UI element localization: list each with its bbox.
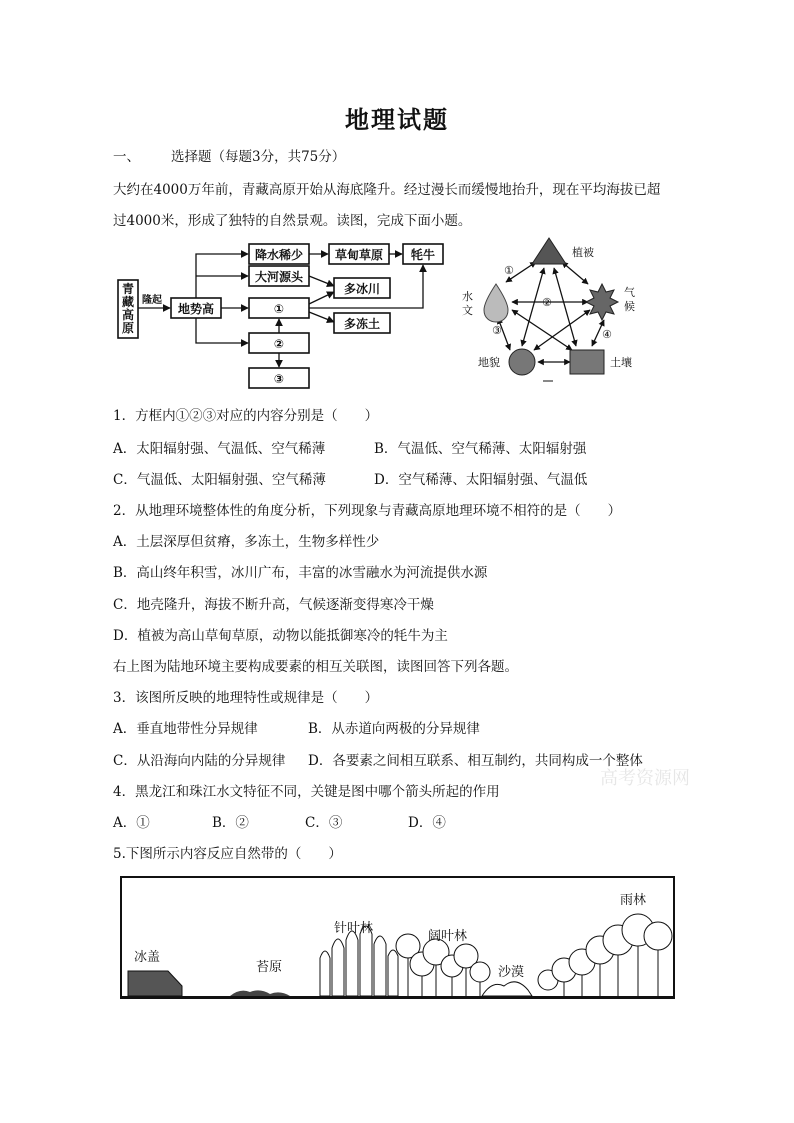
source-char-4: 原 (121, 321, 135, 335)
q3-option-c: C．从沿海向内陆的分异规律 (113, 753, 286, 769)
q1-option-b: B．气温低、空气稀薄、太阳辐射强 (374, 441, 587, 457)
box-meadow-label: 草甸草原 (334, 248, 384, 262)
q1-stem: 1．方框内①②③对应的内容分别是（ ） (113, 408, 379, 424)
broadleaf-tree (470, 962, 490, 982)
element-relation-diagram (458, 234, 648, 384)
source-char-2: 藏 (121, 295, 135, 309)
box-yak-label: 牦牛 (410, 248, 436, 262)
trunk-arrow-4 (196, 318, 248, 343)
arrow-1-glacier (309, 292, 334, 304)
intro-line-1: 大约在4000万年前，青藏高原开始从海底隆升。经过漫长而缓慢地抬升，现在平均海拔已超 (113, 182, 661, 198)
q3-option-b: B．从赤道向两极的分异规律 (308, 721, 480, 737)
source-char-3: 高 (121, 308, 135, 322)
q4-option-b: B．② (212, 815, 249, 831)
label-rainforest: 雨林 (620, 893, 647, 908)
q4-option-a: A．① (113, 815, 150, 831)
conifer-tree (374, 936, 386, 996)
terrain-label: 地势高 (177, 302, 215, 316)
box-1-label: ① (273, 302, 285, 316)
label-coniferous: 针叶林 (334, 921, 374, 936)
hydrology-icon (484, 284, 508, 322)
source-char-1: 青 (121, 282, 135, 296)
node-climate-2: 候 (624, 300, 635, 313)
node-climate-1: 气 (624, 286, 635, 299)
box-2-label: ② (273, 337, 285, 351)
label-broadleaf: 阔叶林 (428, 929, 468, 944)
q3-option-d: D．各要素之间相互联系、相互制约，共同构成一个整体 (308, 753, 643, 769)
soil-icon (570, 350, 604, 374)
q2-option-d: D．植被为高山草甸草原，动物以能抵御寒冷的牦牛为主 (113, 628, 448, 644)
q3-option-a: A．垂直地带性分异规律 (113, 721, 258, 737)
box-precip-label: 降水稀少 (254, 248, 304, 262)
box-source-label: 大河源头 (254, 270, 304, 284)
arrow-veg-soil (554, 268, 576, 346)
node-landform: 地貌 (478, 356, 500, 369)
label-tundra: 苔原 (256, 960, 283, 975)
rainforest-tree (644, 922, 672, 950)
watermark: 高考资源网 (600, 768, 690, 789)
conifer-tree (332, 939, 344, 996)
node-soil: 土壤 (610, 356, 632, 369)
diagram-note: 右上图为陆地环境主要构成要素的相互关联图，读图回答下列各题。 (113, 659, 518, 675)
node-hydrology-2: 文 (462, 304, 473, 317)
node-hydrology-1: 水 (462, 290, 473, 303)
uplift-label: 隆起 (142, 295, 162, 306)
q1-option-d: D．空气稀薄、太阳辐射强、气温低 (374, 472, 588, 488)
box-glacier-label: 多冰川 (343, 282, 381, 296)
label-ice-cap: 冰盖 (134, 950, 161, 965)
marker-4: ④ (602, 328, 612, 341)
arrow-1-permafrost (309, 312, 334, 322)
section-label: 选择题（每题3分，共75分） (171, 149, 346, 165)
q1-option-a: A．太阳辐射强、气温低、空气稀薄 (113, 441, 326, 457)
natural-zone-diagram (120, 876, 676, 1000)
box-permafrost-label: 多冻土 (343, 317, 381, 331)
plateau-flow-diagram (112, 238, 452, 393)
vegetation-icon (532, 238, 566, 264)
section-heading (113, 145, 345, 165)
q4-option-d: D．④ (408, 815, 446, 831)
section-number: 一、 (113, 149, 140, 165)
marker-2: ② (542, 296, 552, 309)
marker-3: ③ (492, 324, 502, 337)
arrow-veg-landform (522, 268, 544, 346)
climate-icon (586, 284, 618, 320)
conifer-tree (320, 951, 330, 996)
arrow-source-glacier (309, 276, 334, 286)
intro-line-2: 过4000米，形成了独特的自然景观。读图，完成下面小题。 (113, 213, 472, 229)
page-title: 地理试题 (345, 105, 449, 134)
conifer-tree (346, 931, 358, 996)
q3-stem: 3．该图所反映的地理特性或规律是（ ） (113, 690, 379, 706)
label-desert: 沙漠 (498, 965, 525, 980)
box-3-label: ③ (273, 372, 285, 386)
q2-option-a: A．土层深厚但贫瘠，多冻土，生物多样性少 (113, 534, 380, 550)
marker-1: ① (504, 264, 514, 277)
conifer-tree (388, 950, 398, 996)
arrow-veg-climate (562, 262, 588, 284)
q5-stem: 5.下图所示内容反应自然带的（ ） (113, 846, 342, 862)
landform-icon (509, 349, 535, 375)
q1-option-c: C．气温低、太阳辐射强、空气稀薄 (113, 472, 326, 488)
q2-option-b: B．高山终年积雪，冰川广布，丰富的冰雪融水为河流提供水源 (113, 565, 488, 581)
q4-stem: 4．黑龙江和珠江水文特征不同，关键是图中哪个箭头所起的作用 (113, 784, 500, 800)
q2-stem: 2．从地理环境整体性的角度分析，下列现象与青藏高原地理环境不相符的是（ ） (113, 503, 622, 519)
q4-option-c: C．③ (305, 815, 343, 831)
conifer-tree (360, 926, 372, 996)
node-vegetation: 植被 (572, 246, 594, 259)
q2-option-c: C．地壳隆升，海拔不断升高，气候逐渐变得寒冷干燥 (113, 597, 434, 613)
